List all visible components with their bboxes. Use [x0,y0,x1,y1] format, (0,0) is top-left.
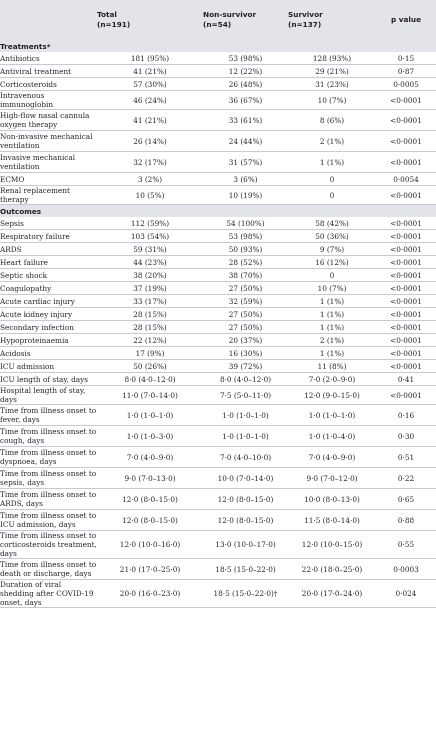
p-value: <0·0001 [376,321,436,334]
row-label: Time from illness onset to cough, days [0,427,97,445]
p-value: 0·51 [376,447,436,468]
nonsurvivor-value: 12·0 (8·0–15·0) [203,489,288,510]
nonsurvivor-value: 13·0 (10·0–17·0) [203,531,288,559]
survivor-value: 58 (42%) [288,217,376,230]
p-value: 0·65 [376,489,436,510]
survivor-value: 2 (1%) [288,131,376,152]
row-label: Time from illness onset to fever, days [0,406,97,424]
p-value: 0·55 [376,531,436,559]
header-label-column [0,0,97,40]
p-value: <0·0001 [376,256,436,269]
p-value: <0·0001 [376,360,436,373]
total-value: 44 (23%) [97,256,203,269]
nonsurvivor-value: 7·0 (4·0–10·0) [203,447,288,468]
row-label: Invasive mechanical ventilation [0,152,97,173]
survivor-value: 7·0 (4·0–9·0) [288,447,376,468]
table-row [0,334,436,347]
p-value: <0·0001 [376,110,436,131]
table-row [0,256,436,269]
p-value: 0·0003 [376,559,436,580]
row-label: Intravenous immunoglobin [0,91,97,110]
total-value: 181 (95%) [97,52,203,65]
section-header [0,40,436,52]
total-value: 26 (14%) [97,131,203,152]
p-value: <0·0001 [376,308,436,321]
survivor-value: 1 (1%) [288,308,376,321]
nonsurvivor-value: 53 (98%) [203,52,288,65]
p-value: 0·41 [376,373,436,386]
p-value: 0·024 [376,580,436,608]
row-label: Acute cardiac injury [0,295,97,308]
p-value: <0·0001 [376,152,436,173]
survivor-value: 1 (1%) [288,347,376,360]
nonsurvivor-value: 3 (6%) [203,173,288,186]
header-total [97,0,203,40]
row-label: Respiratory failure [0,230,97,243]
nonsurvivor-value: 1·0 (1·0–1·0) [203,426,288,447]
table-row [0,186,436,205]
row-label: Renal replacement therapy [0,186,97,205]
table-row [0,152,436,173]
total-value: 9·0 (7·0–13·0) [97,468,203,489]
nonsurvivor-value: 53 (98%) [203,230,288,243]
p-value: <0·0001 [376,131,436,152]
survivor-value: 0 [288,269,376,282]
header-survivor [288,0,376,40]
survivor-value: 22·0 (18·0–25·0) [288,559,376,580]
survivor-value: 2 (1%) [288,334,376,347]
nonsurvivor-value: 12·0 (8·0–15·0) [203,510,288,531]
table-row [0,531,436,559]
nonsurvivor-value: 26 (48%) [203,78,288,91]
total-value: 22 (12%) [97,334,203,347]
nonsurvivor-value: 16 (30%) [203,347,288,360]
table-header-row [0,0,436,40]
header-nonsurvivor-label: Non-survivor (n=54) [203,10,257,29]
row-label: Duration of viral shedding after COVID-19 onset, days [0,580,97,608]
nonsurvivor-value: 27 (50%) [203,308,288,321]
total-value: 7·0 (4·0–9·0) [97,447,203,468]
row-label: Heart failure [0,256,97,269]
table-row [0,559,436,580]
row-label: ECMO [0,173,97,186]
total-value: 12·0 (10·0–16·0) [97,531,203,559]
table-row [0,373,436,386]
survivor-value: 29 (21%) [288,65,376,78]
row-label: Hospital length of stay, days [0,386,97,405]
survivor-value: 31 (23%) [288,78,376,91]
p-value: <0·0001 [376,91,436,110]
p-value: 0·88 [376,510,436,531]
p-value: 0·15 [376,52,436,65]
total-value: 59 (31%) [97,243,203,256]
survivor-value: 11 (8%) [288,360,376,373]
table-row [0,110,436,131]
row-label: Acute kidney injury [0,308,97,321]
row-label: Antibiotics [0,52,97,65]
table-row [0,489,436,510]
table-row [0,405,436,426]
nonsurvivor-value: 12 (22%) [203,65,288,78]
nonsurvivor-value: 8·0 (4·0–12·0) [203,373,288,386]
table-row [0,308,436,321]
table-row [0,52,436,65]
header-survivor-label: Survivor (n=137) [288,10,323,29]
survivor-value: 11·5 (8·0–14·0) [288,510,376,531]
nonsurvivor-value: 33 (61%) [203,110,288,131]
row-label: Sepsis [0,217,97,230]
table-row [0,131,436,152]
survivor-value: 128 (93%) [288,52,376,65]
row-label: Coagulopathy [0,282,97,295]
table-body [0,40,436,608]
header-nonsurvivor [203,0,288,40]
row-label: Hypoproteinaemia [0,334,97,347]
row-label: Time from illness onset to dyspnoea, days [0,448,97,466]
p-value: 0·0005 [376,78,436,91]
table-row [0,360,436,373]
survivor-value: 12·0 (10·0–15·0) [288,531,376,559]
row-label: Non-invasive mechanical ventilation [0,131,97,152]
p-value: 0·87 [376,65,436,78]
row-label: Time from illness onset to ARDS, days [0,490,97,508]
nonsurvivor-value: 28 (52%) [203,256,288,269]
p-value: <0·0001 [376,334,436,347]
row-label: Time from illness onset to ICU admission, days [0,511,97,529]
total-value: 37 (19%) [97,282,203,295]
row-label: Acidosis [0,347,97,360]
survivor-value: 1 (1%) [288,295,376,308]
table-row [0,243,436,256]
table-row [0,321,436,334]
survivor-value: 1 (1%) [288,321,376,334]
p-value: <0·0001 [376,186,436,205]
survivor-value: 20·0 (17·0–24·0) [288,580,376,608]
p-value: <0·0001 [376,269,436,282]
table-row [0,580,436,608]
table-row [0,510,436,531]
row-label: ICU length of stay, days [0,373,97,386]
total-value: 46 (24%) [97,91,203,110]
nonsurvivor-value: 31 (57%) [203,152,288,173]
table-row [0,282,436,295]
total-value: 21·0 (17·0–25·0) [97,559,203,580]
section-header [0,205,436,218]
nonsurvivor-value: 32 (59%) [203,295,288,308]
p-value: 0·30 [376,426,436,447]
table-row [0,173,436,186]
total-value: 12·0 (8·0–15·0) [97,489,203,510]
nonsurvivor-value: 18·5 (15·0–22·0)† [203,580,288,608]
total-value: 3 (2%) [97,173,203,186]
survivor-value: 10 (7%) [288,91,376,110]
p-value: 0·22 [376,468,436,489]
p-value: 0·0054 [376,173,436,186]
nonsurvivor-value: 1·0 (1·0–1·0) [203,405,288,426]
total-value: 57 (30%) [97,78,203,91]
table-row [0,426,436,447]
row-label: Time from illness onset to death or discharge, days [0,560,97,578]
survivor-value: 10 (7%) [288,282,376,295]
table-row [0,91,436,110]
survivor-value: 16 (12%) [288,256,376,269]
survivor-value: 1·0 (1·0–1·0) [288,405,376,426]
row-label: Septic shock [0,269,97,282]
p-value: <0·0001 [376,295,436,308]
survivor-value: 9 (7%) [288,243,376,256]
row-label: Corticosteroids [0,78,97,91]
survivor-value: 8 (6%) [288,110,376,131]
survivor-value: 1 (1%) [288,152,376,173]
nonsurvivor-value: 10 (19%) [203,186,288,205]
total-value: 1·0 (1·0–3·0) [97,426,203,447]
row-label: Secondary infection [0,321,97,334]
section-title: Treatments* [0,40,436,52]
total-value: 11·0 (7·0–14·0) [97,386,203,405]
nonsurvivor-value: 27 (50%) [203,282,288,295]
nonsurvivor-value: 36 (67%) [203,91,288,110]
header-total-label: Total (n=191) [97,10,131,29]
nonsurvivor-value: 18·5 (15·0–22·0) [203,559,288,580]
p-value: <0·0001 [376,347,436,360]
survivor-value: 50 (36%) [288,230,376,243]
nonsurvivor-value: 10·0 (7·0–14·0) [203,468,288,489]
p-value: <0·0001 [376,230,436,243]
table-row [0,217,436,230]
total-value: 50 (26%) [97,360,203,373]
table-row [0,65,436,78]
nonsurvivor-value: 38 (70%) [203,269,288,282]
row-label: ARDS [0,243,97,256]
nonsurvivor-value: 39 (72%) [203,360,288,373]
p-value: <0·0001 [376,282,436,295]
total-value: 28 (15%) [97,321,203,334]
table-row [0,295,436,308]
table-row [0,269,436,282]
total-value: 17 (9%) [97,347,203,360]
row-label: Antiviral treatment [0,65,97,78]
table-row [0,78,436,91]
p-value: <0·0001 [376,243,436,256]
total-value: 8·0 (4·0–12·0) [97,373,203,386]
survivor-value: 7·0 (2·0–9·0) [288,373,376,386]
nonsurvivor-value: 50 (93%) [203,243,288,256]
nonsurvivor-value: 20 (37%) [203,334,288,347]
nonsurvivor-value: 27 (50%) [203,321,288,334]
row-label: ICU admission [0,360,97,373]
table-row [0,386,436,405]
nonsurvivor-value: 24 (44%) [203,131,288,152]
total-value: 32 (17%) [97,152,203,173]
total-value: 28 (15%) [97,308,203,321]
table-row [0,230,436,243]
total-value: 38 (20%) [97,269,203,282]
p-value: <0·0001 [376,386,436,405]
row-label: Time from illness onset to corticosteroids treatment, days [0,531,97,558]
table-row [0,447,436,468]
table-row [0,347,436,360]
row-label: High-flow nasal cannula oxygen therapy [0,110,97,131]
survivor-value: 10·0 (8·0–13·0) [288,489,376,510]
table-row [0,468,436,489]
total-value: 1·0 (1·0–1·0) [97,405,203,426]
survivor-value: 1·0 (1·0–4·0) [288,426,376,447]
header-pvalue: p value [376,0,436,40]
total-value: 10 (5%) [97,186,203,205]
total-value: 103 (54%) [97,230,203,243]
survivor-value: 12·0 (9·0–15·0) [288,386,376,405]
p-value: 0·16 [376,405,436,426]
survivor-value: 9·0 (7·0–12·0) [288,468,376,489]
survivor-value: 0 [288,186,376,205]
total-value: 12·0 (8·0–15·0) [97,510,203,531]
section-title: Outcomes [0,205,436,218]
total-value: 41 (21%) [97,110,203,131]
p-value: <0·0001 [376,217,436,230]
row-label: Time from illness onset to sepsis, days [0,469,97,487]
nonsurvivor-value: 7·5 (5·0–11·0) [203,386,288,405]
total-value: 20·0 (16·0–23·0) [97,580,203,608]
total-value: 33 (17%) [97,295,203,308]
total-value: 41 (21%) [97,65,203,78]
survivor-value: 0 [288,173,376,186]
total-value: 112 (59%) [97,217,203,230]
nonsurvivor-value: 54 (100%) [203,217,288,230]
